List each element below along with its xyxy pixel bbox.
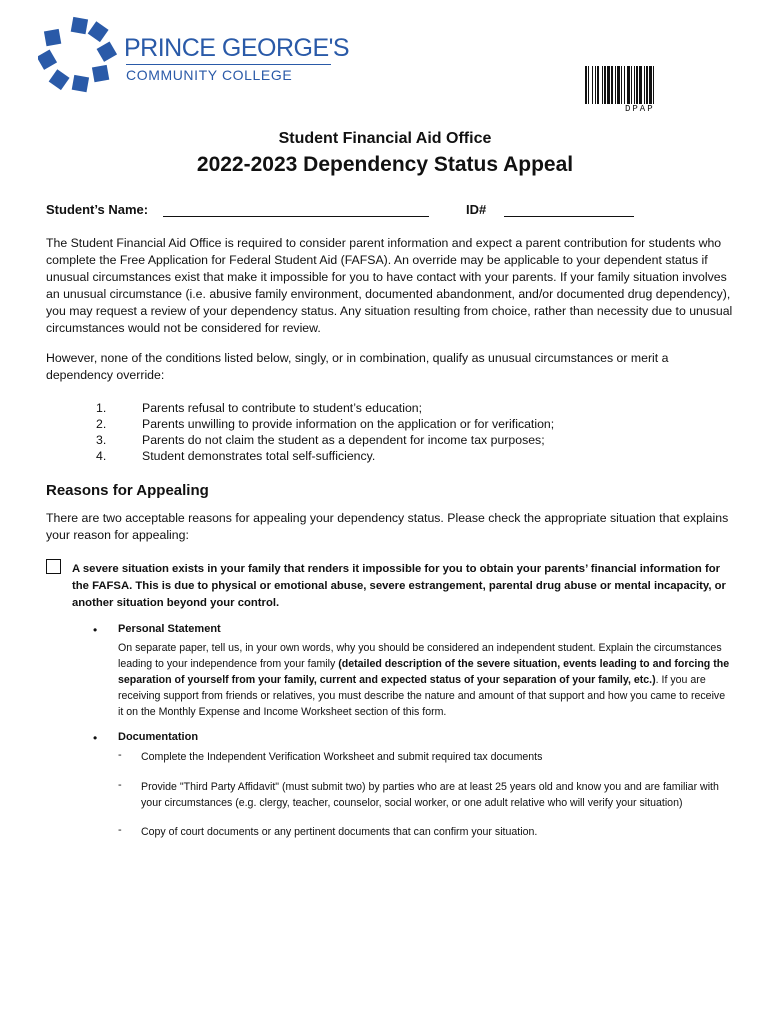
personal-statement-text-b: . If you are receiving support from friends or relatives, you must describe the nature and amount of that support and how you came to receive it on the Monthly Expense and Income Worksheet section of this form. [118, 674, 726, 718]
college-name: PRINCE GEORGE'S [124, 34, 350, 62]
list-item-text: Parents unwilling to provide information on the application or for verification; [142, 417, 555, 431]
dash-marker: - [118, 824, 122, 836]
documentation-item: Copy of court documents or any pertinent documents that can confirm your situation. [141, 826, 538, 838]
personal-statement-text [118, 640, 732, 720]
list-item-text: Parents do not claim the student as a dependent for income tax purposes; [142, 433, 545, 447]
student-id-label: ID# [466, 202, 487, 217]
list-item-number: 3. [96, 433, 107, 447]
documentation-heading: Documentation [118, 731, 199, 743]
student-name-field[interactable] [163, 216, 429, 217]
college-logo [38, 16, 350, 96]
list-item [90, 448, 690, 464]
severe-situation-checkbox[interactable] [46, 559, 61, 574]
reasons-intro: There are two acceptable reasons for appealing your dependency status. Please check the appropriate situation that explains your reason for appealing: [46, 511, 729, 542]
barcode-caption: DPAP [625, 104, 655, 114]
office-heading: Student Financial Aid Office [278, 130, 492, 147]
page-title: 2022-2023 Dependency Status Appeal [196, 153, 574, 176]
list-item-text: Student demonstrates total self-sufficiency. [142, 449, 376, 463]
intro-paragraph: The Student Financial Aid Office is required to consider parent information and expect a parent contribution for students who complete the Free Application for Federal Student Aid (FAFSA). An override may be applicable to your dependent status if unusual circumstances exist that make it impossible for you to have contact with your parents. If your family situation involves an unusual circumstance (i.e. abusive family environment, documented abandonment, and/or documented drug dependency), you may request a review of your dependency status. Any situation resulting from choice, rather than necessity due to unusual circumstances would not be considered for review. [46, 236, 733, 335]
logo-divider [126, 64, 331, 65]
bullet-icon: • [93, 623, 98, 637]
list-item-number: 2. [96, 417, 107, 431]
list-item [90, 432, 690, 448]
student-id-field[interactable] [504, 216, 634, 217]
dash-marker: - [118, 779, 122, 791]
list-item [90, 416, 690, 432]
documentation-item: Provide "Third Party Affidavit" (must submit two) by parties who are at least 25 years old and know you and are familiar with your circumstances (e.g. clergy, teacher, counselor, social worker, or one adult relative who will verify your situation) [141, 781, 719, 809]
list-item-number: 1. [96, 401, 107, 415]
list-item-number: 4. [96, 449, 107, 463]
barcode-icon [585, 66, 719, 104]
list-item [90, 400, 690, 416]
bullet-icon: • [93, 731, 98, 745]
list-item-text: Parents refusal to contribute to student’s education; [142, 401, 423, 415]
conditions-intro: However, none of the conditions listed below, singly, or in combination, qualify as unusual circumstances or merit a dependency override: [46, 351, 669, 382]
documentation-item: Complete the Independent Verification Worksheet and submit required tax documents [141, 751, 543, 763]
severe-situation-option: A severe situation exists in your family that renders it impossible for you to obtain your parents’ financial information for the FAFSA. This is due to physical or emotional abuse, severe estrangement, parental drug abuse or mental incapacity, or another situation beyond your control. [72, 563, 726, 609]
student-info-row [46, 202, 736, 222]
personal-statement-text-bold: (detailed description of the severe situation, events leading to and forcing the separation of yourself from your family, current and expected status of your separation of your family, etc.) [118, 658, 730, 686]
reasons-heading: Reasons for Appealing [46, 482, 209, 499]
personal-statement-text-a: On separate paper, tell us, in your own words, why you should be considered an independent student. Explain the circumstances leading to your independence from your family [118, 642, 722, 670]
student-name-label: Student’s Name: [46, 202, 149, 217]
dash-marker: - [118, 749, 122, 761]
personal-statement-heading: Personal Statement [118, 623, 221, 635]
college-subname: COMMUNITY COLLEGE [126, 67, 293, 83]
college-emblem-icon [38, 16, 118, 96]
conditions-list [90, 400, 690, 464]
